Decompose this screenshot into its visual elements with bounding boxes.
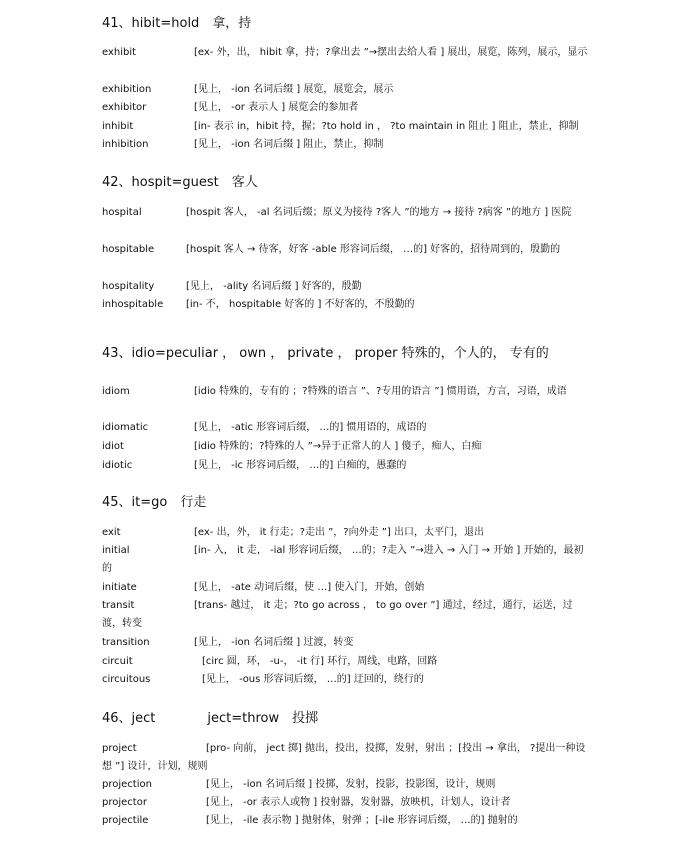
entry-definition: [见上， -ion 名词后缀 ] 过渡，转变 <box>194 637 354 648</box>
entry-word: exit <box>102 527 121 538</box>
entry-projection <box>102 776 592 794</box>
entry-definition: [见上， -ic 形容词后缀， …的] 白痴的，愚蠢的 <box>194 460 407 471</box>
entry-definition: [trans- 越过， it 走；?to go across ， to go over ”] 通过，经过，通行，运送，过渡，转变 <box>102 600 573 629</box>
entry-definition: [hospit 客人， -al 名词后缀；原义为接待 ?客人 ”的地方 → 接待 ?病客 ”的地方 ] 医院 <box>186 207 572 218</box>
entry-exhibit <box>102 44 592 62</box>
entry-definition: [ex- 出，外， it 行走；?走出 ”，?向外走 ”] 出口，太平门，退出 <box>194 527 485 538</box>
entry-word: projectile <box>102 815 149 826</box>
entry-exhibition <box>102 81 592 99</box>
entry-inhibition <box>102 136 592 154</box>
entry-definition: [见上， -ion 名词后缀 ] 展览，展览会，展示 <box>194 84 394 95</box>
entry-hospital <box>102 204 592 222</box>
entry-transit <box>102 597 592 633</box>
entry-word: hospitality <box>102 281 155 292</box>
entry-word: projection <box>102 779 152 790</box>
section-heading-45: 45、it=go 行走 <box>102 495 207 510</box>
entry-project <box>102 740 592 776</box>
entry-word: project <box>102 743 137 754</box>
entry-word: initial <box>102 545 130 556</box>
entry-definition: [见上， -ion 名词后缀 ] 阻止，禁止，抑制 <box>194 139 384 150</box>
entry-hospitality <box>102 278 592 296</box>
entry-initiate <box>102 579 592 597</box>
entry-definition: [见上， -or 表示人 ] 展览会的参加者 <box>194 102 359 113</box>
entry-word: inhibit <box>102 121 134 132</box>
entry-definition: [idio 特殊的，专有的 ；?特殊的语言 ”、?专用的语言 ”] 惯用语，方言，习语，成语 <box>194 386 567 397</box>
entry-idiot <box>102 438 592 456</box>
section-heading-41: 41、hibit=hold 拿，持 <box>102 16 252 31</box>
entry-word: exhibit <box>102 47 137 58</box>
entry-definition: [见上， -ion 名词后缀 ] 投掷，发射，投影，投影图，设计，规则 <box>206 779 496 790</box>
section-heading-42: 42、hospit=guest 客人 <box>102 175 258 190</box>
entry-definition: [ex- 外，出， hibit 拿，持；?拿出去 ”→摆出去给人看 ] 展出，展览，陈列，展示，显示 <box>194 47 588 58</box>
entry-word: circuitous <box>102 674 151 685</box>
entry-circuit <box>102 653 592 671</box>
entry-definition: [见上， -ate 动词后缀，使 …] 使入门，开始，创始 <box>194 582 425 593</box>
entry-definition: [in- 不， hospitable 好客的 ] 不好客的，不殷勤的 <box>186 299 415 310</box>
entry-definition: [in- 入， it 走， -ial 形容词后缀， …的；?走入 ”→进入 → 入门 → 开始 ] 开始的，最初的 <box>102 545 584 574</box>
entry-definition: [hospit 客人 → 待客，好客 -able 形容词后缀， …的] 好客的，招待周到的，殷勤的 <box>186 244 561 255</box>
entry-word: idiot <box>102 441 124 452</box>
entry-word: transit <box>102 600 135 611</box>
entry-inhibit <box>102 118 592 136</box>
entry-hospitable <box>102 241 592 259</box>
section-heading-46: 46、ject ject=throw 投掷 <box>102 711 319 726</box>
entry-word: inhospitable <box>102 299 164 310</box>
entry-word: exhibition <box>102 84 152 95</box>
entry-word: circuit <box>102 656 133 667</box>
entry-word: exhibitor <box>102 102 147 113</box>
entry-definition: [circ 圆，环， -u-， -it 行] 环行，周线，电路，回路 <box>202 656 438 667</box>
entry-initial <box>102 542 592 578</box>
entry-definition: [见上， -ile 表示物 ] 抛射体，射弹 ；[-ile 形容词后缀， …的] 抛射的 <box>206 815 518 826</box>
entry-idiom <box>102 383 592 401</box>
entry-idiomatic <box>102 419 592 437</box>
entry-definition: [见上， -ous 形容词后缀， …的] 迂回的，绕行的 <box>202 674 424 685</box>
entry-word: hospitable <box>102 244 155 255</box>
entry-definition: [idio 特殊的；?特殊的人 ”→异于正常人的人 ] 傻子，痴人，白痴 <box>194 441 482 452</box>
entry-word: idiom <box>102 386 130 397</box>
entry-word: projector <box>102 797 147 808</box>
section-heading-43: 43、idio=peculiar ， own ， private ， proper 特殊的，个人的， 专有的 <box>102 346 549 361</box>
entry-word: idiotic <box>102 460 133 471</box>
entry-exit <box>102 524 592 542</box>
entry-inhospitable <box>102 296 592 314</box>
entry-projector <box>102 794 592 812</box>
entry-definition: [见上， -or 表示人或物 ] 投射器，发射器，放映机，计划人，设计者 <box>206 797 511 808</box>
entry-exhibitor <box>102 99 592 117</box>
entry-word: hospital <box>102 207 142 218</box>
entry-definition: [见上， -ality 名词后缀 ] 好客的，殷勤 <box>186 281 362 292</box>
entry-definition: [见上， -atic 形容词后缀， …的] 惯用语的，成语的 <box>194 422 427 433</box>
entry-word: idiomatic <box>102 422 149 433</box>
entry-projectile <box>102 812 592 830</box>
entry-definition: [pro- 向前， ject 掷] 抛出，投出，投掷，发射，射出 ；[投出 → 拿出， ?提出一种设想 ”] 设计，计划，规则 <box>102 743 586 772</box>
entry-idiotic <box>102 457 592 475</box>
entry-word: initiate <box>102 582 137 593</box>
entry-word: transition <box>102 637 150 648</box>
entry-circuitous <box>102 671 592 689</box>
entry-word: inhibition <box>102 139 149 150</box>
entry-definition: [in- 表示 in，hibit 持，握；?to hold in ， ?to maintain in 阻止 ] 阻止，禁止，抑制 <box>194 121 579 132</box>
entry-transition <box>102 634 592 652</box>
